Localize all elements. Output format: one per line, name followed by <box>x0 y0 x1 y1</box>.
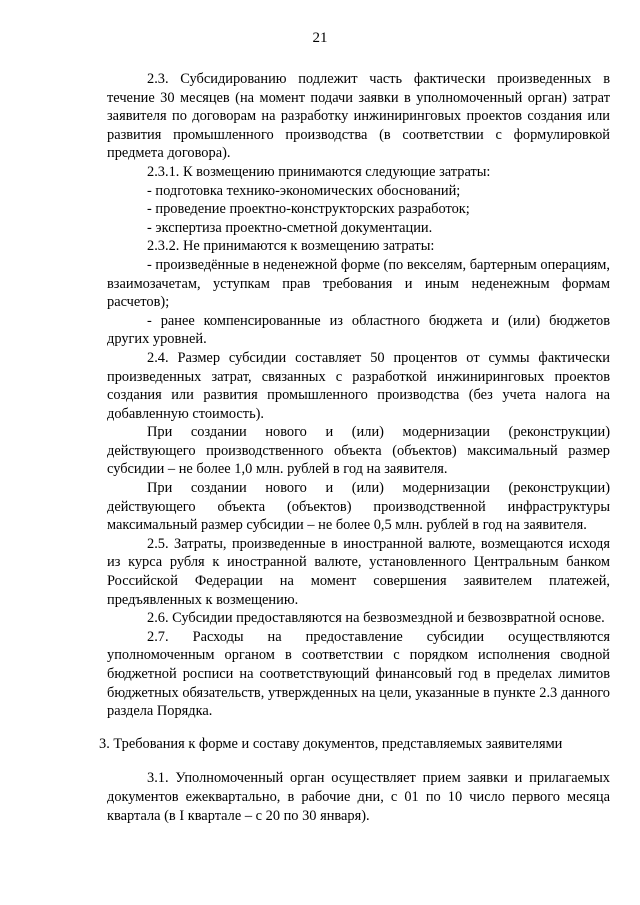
paragraph-2-5: 2.5. Затраты, произведенные в иностранной валюте, возмещаются исходя из курса рубля к иностранной валюте, установленного Центральным банком Российской Федерации на момент совершения заявителем платежей, предъявленных к возмещению. <box>107 535 610 608</box>
list-item-feasibility: - подготовка технико-экономических обоснований; <box>147 182 461 199</box>
list-item-compensated: - ранее компенсированные из областного бюджета и (или) бюджетов других уровней. <box>107 312 610 348</box>
paragraph-2-4: 2.4. Размер субсидии составляет 50 процентов от суммы фактически произведенных затрат, связанных с разработкой инжиниринговых проектов создания или развития промышленного производства (без учета налога на добавленную стоимость). <box>107 349 610 422</box>
paragraph-2-6: 2.6. Субсидии предоставляются на безвозмездной и безвозвратной основе. <box>147 610 605 627</box>
section-heading: 3. Требования к форме и составу документов, представляемых заявителями <box>99 735 563 752</box>
paragraph-infrastructure-object: При создании нового и (или) модернизации (реконструкции) действующего объекта (объектов) производственной инфраструктуры максимальный размер субсидии – не более 0,5 млн. рублей в год на заявителя. <box>107 480 610 534</box>
list-item-expertise: - экспертиза проектно-сметной документации. <box>147 219 433 236</box>
document-body <box>99 70 610 825</box>
page-number: 21 <box>312 30 328 46</box>
list-item-non-monetary: - произведённые в неденежной форме (по векселям, бартерным операциям, взаимозачетам, уступкам прав требования и иным неденежным формам расчетов); <box>107 256 610 311</box>
paragraph-2-7: 2.7. Расходы на предоставление субсидии осуществляются уполномоченным органом в соответствии с порядком исполнения сводной бюджетной росписи на соответствующий финансовый год в пределах лимитов бюджетных обязательств, утвержденных на цели, указанные в пункте 2.3 данного раздела Порядка. <box>107 628 610 720</box>
paragraph-3-1: 3.1. Уполномоченный орган осуществляет прием заявки и прилагаемых документов ежеквартально, в рабочие дни, с 01 по 10 число первого месяца квартала (в I квартале – с 20 по 30 января). <box>107 770 610 824</box>
paragraph-2-3-2: 2.3.2. Не принимаются к возмещению затраты: <box>147 238 435 255</box>
paragraph-production-object: При создании нового и (или) модернизации (реконструкции) действующего производственного объекта (объектов) максимальный размер субсидии – не более 1,0 млн. рублей в год на заявителя. <box>107 424 610 478</box>
paragraph-2-3: 2.3. Субсидированию подлежит часть фактически произведенных в течение 30 месяцев (на момент подачи заявки в уполномоченный орган) затрат заявителя по договорам на разработку инжиниринговых проектов создания или развития промышленного производства (в соответствии с формулировкой предмета договора). <box>107 71 610 162</box>
list-item-design: - проведение проектно-конструкторских разработок; <box>147 201 470 218</box>
paragraph-2-3-1: 2.3.1. К возмещению принимаются следующие затраты: <box>147 163 491 180</box>
